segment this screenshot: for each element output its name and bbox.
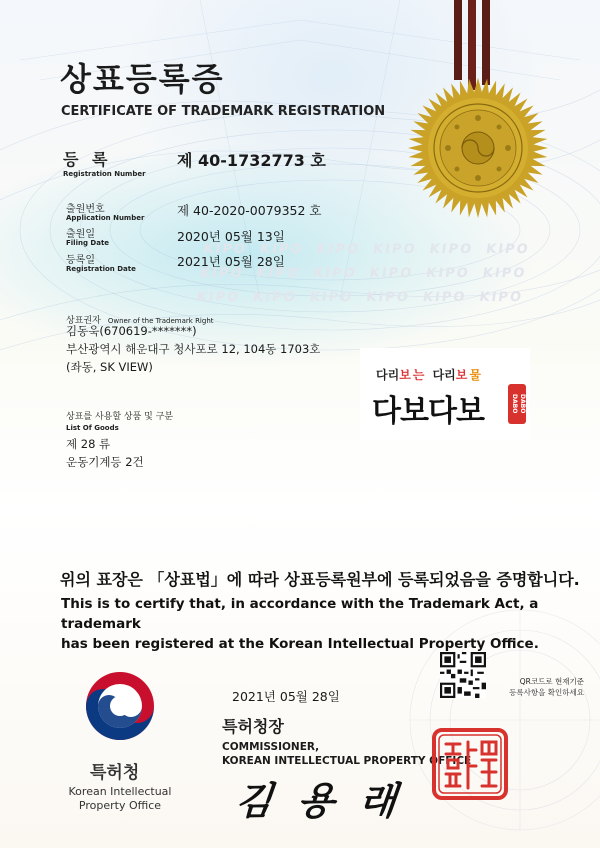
official-seal-icon (432, 728, 508, 800)
trademark-main-text: 다보다보 (372, 394, 484, 429)
trademark-side-tag (508, 384, 526, 424)
registration-date: 2021년 05월 28일 (177, 254, 285, 269)
kipo-name: 특허청 (90, 763, 140, 783)
watermark-text: KIPO (421, 290, 468, 305)
registration-date-label-en: Registration Date (66, 265, 136, 273)
ribbon-stripe (454, 0, 462, 80)
application-label: 출원번호 (66, 204, 105, 215)
slogan-part: 다리 (432, 368, 456, 382)
watermark-text: KIPO (485, 242, 531, 257)
certification-en-line: has been registered at the Korean Intellectual Property Office. (61, 636, 539, 652)
owner-label: 상표권자 (66, 316, 101, 326)
trademark-mark (360, 348, 530, 440)
certification-statement-en (61, 594, 581, 654)
watermark-text: KIPO (425, 266, 471, 281)
watermark (195, 238, 565, 308)
watermark-text: KIPO (371, 242, 418, 257)
issue-date: 2021년 05월 28일 (232, 689, 340, 704)
owner-address: 부산광역시 해운대구 청사포로 12, 104동 1703호 (66, 342, 321, 356)
registration-label-en: Registration Number (63, 170, 146, 178)
ribbon-stripe (482, 0, 490, 85)
qr-note (492, 676, 584, 698)
issuer-title: 특허청장 (222, 717, 284, 736)
side-tag-text: DABO (519, 394, 526, 414)
owner-name: 김동욱(670619-*******) (66, 324, 197, 338)
slogan-part: 보 (399, 368, 411, 382)
watermark-text: KIPO (195, 290, 242, 305)
watermark-text: KIPO (308, 290, 355, 305)
slogan-part: 는 (412, 368, 425, 382)
certificate-title-en: CERTIFICATE OF TRADEMARK REGISTRATION (61, 104, 386, 119)
goods-class: 제 28 류 (66, 437, 111, 451)
watermark-text: KIPO (258, 242, 305, 257)
watermark-text: KIPO (255, 266, 302, 281)
kipo-en-line: Korean Intellectual (68, 785, 172, 798)
registration-number: 제 40-1732773 호 (177, 151, 326, 170)
qr-code-icon[interactable] (440, 652, 486, 698)
application-label-en: Application Number (66, 214, 145, 222)
filing-date-label: 출원일 (66, 229, 95, 240)
slogan-part: 다리 (376, 368, 400, 382)
registration-label: 등 록 (63, 150, 112, 169)
slogan-part: 보 (455, 368, 468, 382)
watermark-text: KIPO (315, 242, 361, 257)
certification-statement: 위의 표장은 「상표법」에 따라 상표등록원부에 등록되었음을 증명합니다. (60, 570, 580, 589)
slogan-part: 물 (469, 368, 481, 382)
certification-en-line: This is to certify that, in accordance with the Trademark Act, a trademark (61, 596, 539, 632)
owner-label-en: Owner of the Trademark Right (107, 317, 214, 325)
watermark-text: KIPO (198, 266, 245, 281)
qr-note-line: 등록사항을 확인하세요 (509, 688, 584, 697)
side-tag-text: DABO (511, 394, 518, 414)
signature: 김 용 래 (233, 778, 405, 823)
kipo-taegeuk-icon (80, 666, 160, 746)
goods-label-en: List Of Goods (66, 424, 119, 432)
goods-label: 상표를 사용할 상품 및 구분 (66, 412, 174, 422)
watermark-text: KIPO (312, 266, 358, 281)
certificate-title: 상표등록증 (60, 60, 225, 98)
registration-date-label: 등록일 (66, 255, 95, 266)
watermark-text: KIPO (428, 242, 475, 257)
watermark-text: KIPO (368, 266, 415, 281)
filing-date-label-en: Filing Date (66, 239, 110, 247)
watermark-text: KIPO (478, 290, 524, 305)
filing-date: 2020년 05월 13일 (177, 229, 285, 244)
watermark-text: KIPO (202, 242, 248, 257)
trademark-slogan (376, 366, 481, 383)
goods-items: 운동기계등 2건 (66, 455, 144, 469)
owner-address-detail: (좌동, SK VIEW) (66, 360, 153, 374)
issuer-en-line: COMMISSIONER, (222, 741, 320, 753)
gold-seal-icon (408, 78, 548, 218)
kipo-name-en (57, 785, 183, 813)
issuer-en-line: KOREAN INTELLECTUAL PROPERTY OFFICE (222, 755, 472, 767)
watermark-text: KIPO (252, 290, 298, 305)
kipo-en-line: Property Office (78, 799, 162, 812)
watermark-text: KIPO (481, 266, 528, 281)
application-number: 제 40-2020-0079352 호 (177, 203, 322, 218)
qr-note-line: QR코드로 현재기준 (519, 677, 584, 686)
ribbon-stripe (468, 0, 476, 90)
watermark-text: KIPO (365, 290, 411, 305)
